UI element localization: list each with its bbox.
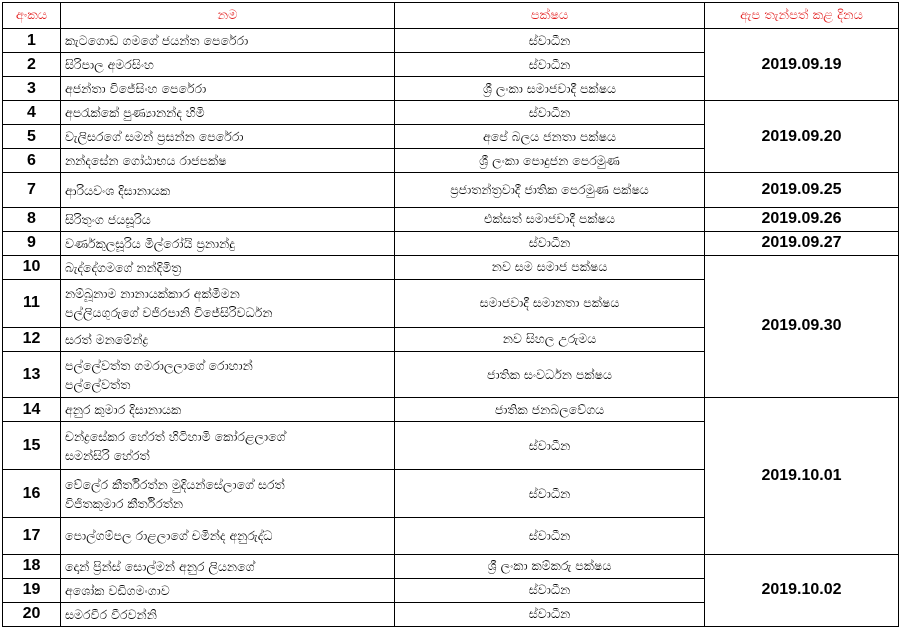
row-name bbox=[61, 351, 395, 397]
row-name: බැද්දේගමගේ නන්දිමිත්‍ර bbox=[61, 255, 395, 279]
row-name-line: පල්ලේවත්ත ගමරාලලාගේ රොහාන් bbox=[65, 357, 253, 373]
table-row bbox=[3, 207, 899, 231]
header-number: අංකය bbox=[3, 3, 61, 29]
row-name-line: පල්ලියගුරුගේ වජිරපානි විජේසිරිවර්ධන bbox=[65, 305, 273, 321]
row-name bbox=[61, 470, 395, 518]
row-number: 16 bbox=[3, 470, 61, 518]
row-name: කැටගොඩ ගමගේ ජයන්ත පෙරේරා bbox=[61, 29, 395, 53]
row-name: අනුර කුමාර දිසානායක bbox=[61, 398, 395, 422]
row-party: එක්සත් සමාජවාදී පක්ෂය bbox=[395, 207, 705, 231]
row-date: 2019.10.02 bbox=[705, 554, 899, 626]
row-party: ස්වාධීන bbox=[395, 602, 705, 626]
row-party: ජාතික සංවර්ධන පක්ෂය bbox=[395, 351, 705, 397]
row-number: 19 bbox=[3, 578, 61, 602]
row-number: 8 bbox=[3, 207, 61, 231]
row-name: දොන් ප්‍රින්ස් සොල්මන් අනුර ලියනගේ bbox=[61, 554, 395, 578]
header-row bbox=[3, 3, 899, 29]
table-row bbox=[3, 29, 899, 53]
row-party: ස්වාධීන bbox=[395, 231, 705, 255]
row-name: වර්ණකුලසූරිය මිල්රෝයි ප්‍රනාන්දු bbox=[61, 231, 395, 255]
row-name: අපරැක්කේ පුණ්‍යානන්ද හිමි bbox=[61, 101, 395, 125]
row-number: 20 bbox=[3, 602, 61, 626]
table-row bbox=[3, 554, 899, 578]
row-date: 2019.10.01 bbox=[705, 398, 899, 554]
row-number: 3 bbox=[3, 77, 61, 101]
table-row bbox=[3, 101, 899, 125]
row-name: සරත් මනමේන්ද්‍ර bbox=[61, 327, 395, 351]
row-name bbox=[61, 279, 395, 327]
row-date: 2019.09.27 bbox=[705, 231, 899, 255]
row-name: අශෝක වඩිගමංගාව bbox=[61, 578, 395, 602]
row-party: ස්වාධීන bbox=[395, 53, 705, 77]
table-row bbox=[3, 173, 899, 207]
row-party: ශ්‍රී ලංකා පොදුජන පෙරමුණ bbox=[395, 149, 705, 173]
row-party: ස්වාධීන bbox=[395, 518, 705, 554]
row-party: ස්වාධීන bbox=[395, 422, 705, 470]
row-date: 2019.09.30 bbox=[705, 255, 899, 397]
row-name: පොල්ගම්පල රාළලාගේ චමින්ද අනුරුද්ධ bbox=[61, 518, 395, 554]
row-number: 15 bbox=[3, 422, 61, 470]
row-number: 9 bbox=[3, 231, 61, 255]
header-party: පක්ෂය bbox=[395, 3, 705, 29]
row-number: 4 bbox=[3, 101, 61, 125]
row-name: නන්දසේන ගෝඨාභය රාජපක්ෂ bbox=[61, 149, 395, 173]
row-date: 2019.09.26 bbox=[705, 207, 899, 231]
row-party: ජාතික ජනබලවේගය bbox=[395, 398, 705, 422]
row-name: සිරිතුංග ජයසූරිය bbox=[61, 207, 395, 231]
row-party: ස්වාධීන bbox=[395, 470, 705, 518]
row-number: 17 bbox=[3, 518, 61, 554]
row-number: 18 bbox=[3, 554, 61, 578]
row-name: සමරවීර වීරවන්නි bbox=[61, 602, 395, 626]
header-name: නම bbox=[61, 3, 395, 29]
row-party: ශ්‍රී ලංකා කම්කරු පක්ෂය bbox=[395, 554, 705, 578]
row-number: 6 bbox=[3, 149, 61, 173]
row-name: අජන්තා විජේසිංහ පෙරේරා bbox=[61, 77, 395, 101]
row-party: ශ්‍රී ලංකා සමාජවාදී පක්ෂය bbox=[395, 77, 705, 101]
row-number: 1 bbox=[3, 29, 61, 53]
row-name-line: වේලේර කීර්තිරත්න මුදියන්සේලාගේ සරත් bbox=[65, 476, 285, 492]
row-number: 12 bbox=[3, 327, 61, 351]
table-row bbox=[3, 255, 899, 279]
row-number: 7 bbox=[3, 173, 61, 207]
row-name-line: නම්බූනාම නානායක්කාර අක්මීමන bbox=[65, 286, 240, 302]
table-row bbox=[3, 231, 899, 255]
row-date: 2019.09.19 bbox=[705, 29, 899, 101]
row-name-line: සමන්සිරි හේරත් bbox=[65, 447, 150, 463]
table-row bbox=[3, 398, 899, 422]
row-name: ආරියවංශ දිසානායක bbox=[61, 173, 395, 207]
row-name: සිරිපාල අමරසිංහ bbox=[61, 53, 395, 77]
row-number: 13 bbox=[3, 351, 61, 397]
row-number: 10 bbox=[3, 255, 61, 279]
row-party: සමාජවාදී සමානතා පක්ෂය bbox=[395, 279, 705, 327]
row-party: නව සම සමාජ පක්ෂය bbox=[395, 255, 705, 279]
row-number: 11 bbox=[3, 279, 61, 327]
row-party: නව සිහල උරුමය bbox=[395, 327, 705, 351]
row-number: 5 bbox=[3, 125, 61, 149]
row-date: 2019.09.20 bbox=[705, 101, 899, 173]
header-date: ඇප තැන්පත් කළ දිනය bbox=[705, 3, 899, 29]
row-date: 2019.09.25 bbox=[705, 173, 899, 207]
row-number: 14 bbox=[3, 398, 61, 422]
row-name-line: චන්ද්‍රසේකර හේරත් හිටිහාමි කෝරළලාගේ bbox=[65, 428, 286, 444]
row-party: අපේ බලය ජනතා පක්ෂය bbox=[395, 125, 705, 149]
row-party: ස්වාධීන bbox=[395, 101, 705, 125]
row-name-line: විජිතකුමාර කීර්තිරත්න bbox=[65, 495, 184, 511]
row-party: ස්වාධීන bbox=[395, 578, 705, 602]
row-name: වැලිසරගේ සමන් ප්‍රසන්න පෙරේරා bbox=[61, 125, 395, 149]
row-number: 2 bbox=[3, 53, 61, 77]
row-name bbox=[61, 422, 395, 470]
row-party: ස්වාධීන bbox=[395, 29, 705, 53]
row-name-line: පල්ලේවත්ත bbox=[65, 376, 131, 392]
row-party: ප්‍රජාතන්ත්‍රවාදී ජාතික පෙරමුණ පක්ෂය bbox=[395, 173, 705, 207]
candidates-table bbox=[2, 2, 899, 627]
